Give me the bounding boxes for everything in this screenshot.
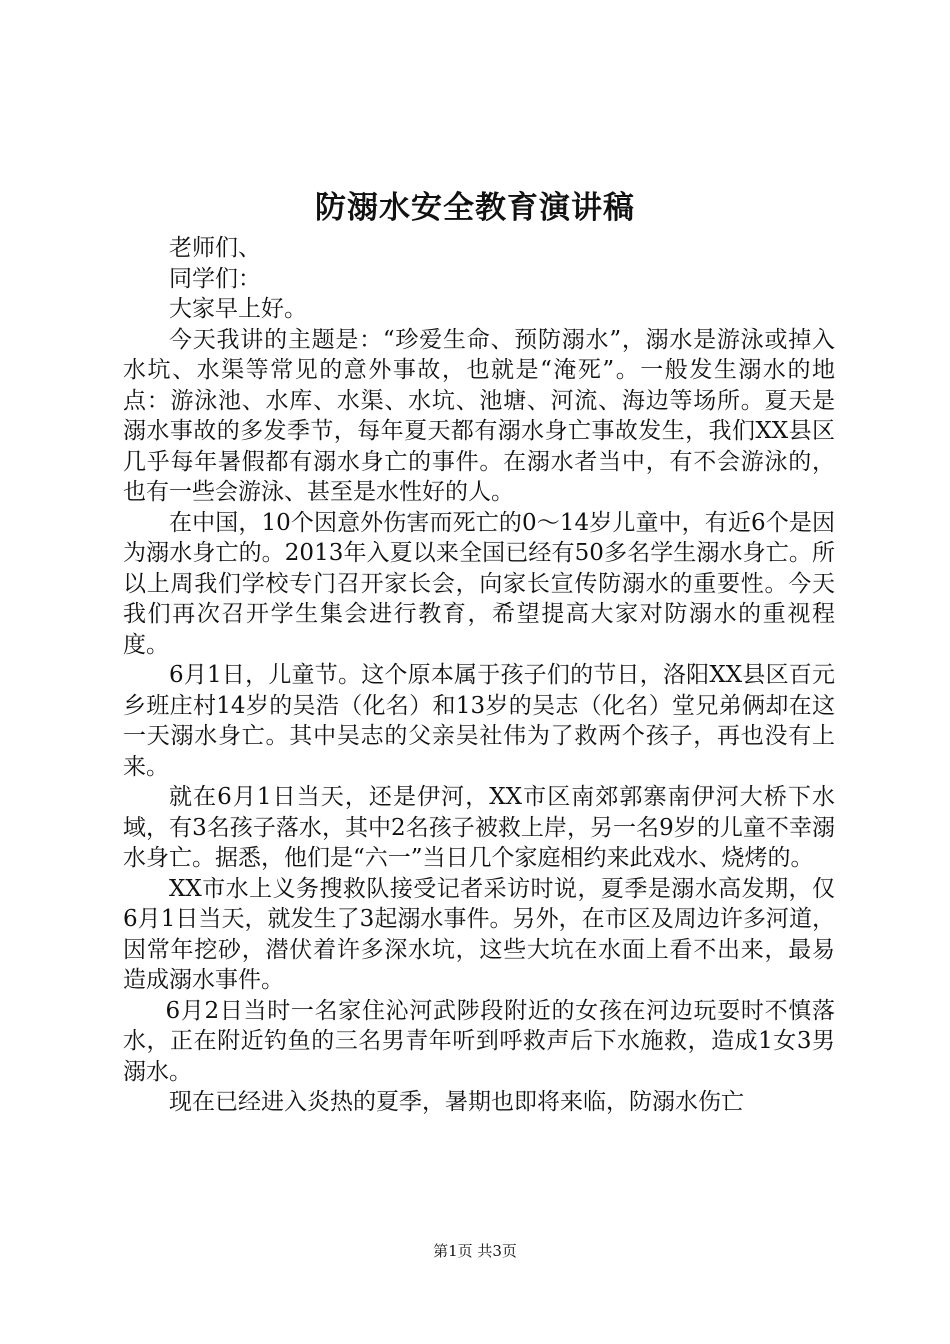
paragraph-yi-river: 就在6月1日当天，还是伊河，XX市区南郊郭寨南伊河大桥下水域，有3名孩子落水，其中2名孩子被救上岸，另一名9岁的儿童不幸溺水身亡。据悉，他们是“六一”当日几个家庭相约来此戏水、烧烤的。 — [123, 784, 835, 871]
salutation-students: 同学们： — [169, 265, 261, 292]
document-title: 防溺水安全教育演讲稿 — [315, 190, 635, 226]
document-body — [123, 233, 835, 1118]
paragraph-summer: 现在已经进入炎热的夏季，暑期也即将来临，防溺水伤亡 — [169, 1089, 744, 1115]
paragraph-rescue-team: XX市水上义务搜救队接受记者采访时说，夏季是溺水高发期，仅6月1日当天，就发生了3起溺水事件。另外，在市区及周边许多河道，因常年挖砂，潜伏着许多深水坑，这些大坑在水面上看不出来，最易造成溺水事件。 — [123, 875, 835, 993]
salutation-teachers: 老师们、 — [169, 235, 261, 261]
page-number: 第1页 共3页 — [433, 1242, 517, 1260]
paragraph-statistics: 在中国，10个因意外伤害而死亡的0～14岁儿童中，有近6个是因为溺水身亡的。2013年入夏以来全国已经有50多名学生溺水身亡。所以上周我们学校专门召开家长会，向家长宣传防溺水的重要性。今天我们再次召开学生集会进行教育，希望提高大家对防溺水的重视程度。 — [123, 509, 835, 658]
paragraph-topic: 今天我讲的主题是：“珍爱生命、预防溺水”，溺水是游泳或掉入水坑、水渠等常见的意外事故，也就是“淹死”。一般发生溺水的地点：游泳池、水库、水渠、水坑、池塘、河流、海边等场所。夏天是溺水事故的多发季节，每年夏天都有溺水身亡事故发生，我们XX县区几乎每年暑假都有溺水身亡的事件。在溺水者当中，有不会游泳的，也有一些会游泳、甚至是水性好的人。 — [123, 326, 835, 505]
paragraph-qin-river: 6月2日当时一名家住沁河武陟段附近的女孩在河边玩耍时不慎落水，正在附近钓鱼的三名男青年听到呼救声后下水施救，造成1女3男溺水。 — [123, 997, 835, 1085]
greeting: 大家早上好。 — [169, 296, 307, 322]
paragraph-childrens-day: 6月1日，儿童节。这个原本属于孩子们的节日，洛阳XX县区百元乡班庄村14岁的吴浩（化名）和13岁的吴志（化名）堂兄弟俩却在这一天溺水身亡。其中吴志的父亲吴社伟为了救两个孩子，再也没有上来。 — [123, 662, 835, 780]
